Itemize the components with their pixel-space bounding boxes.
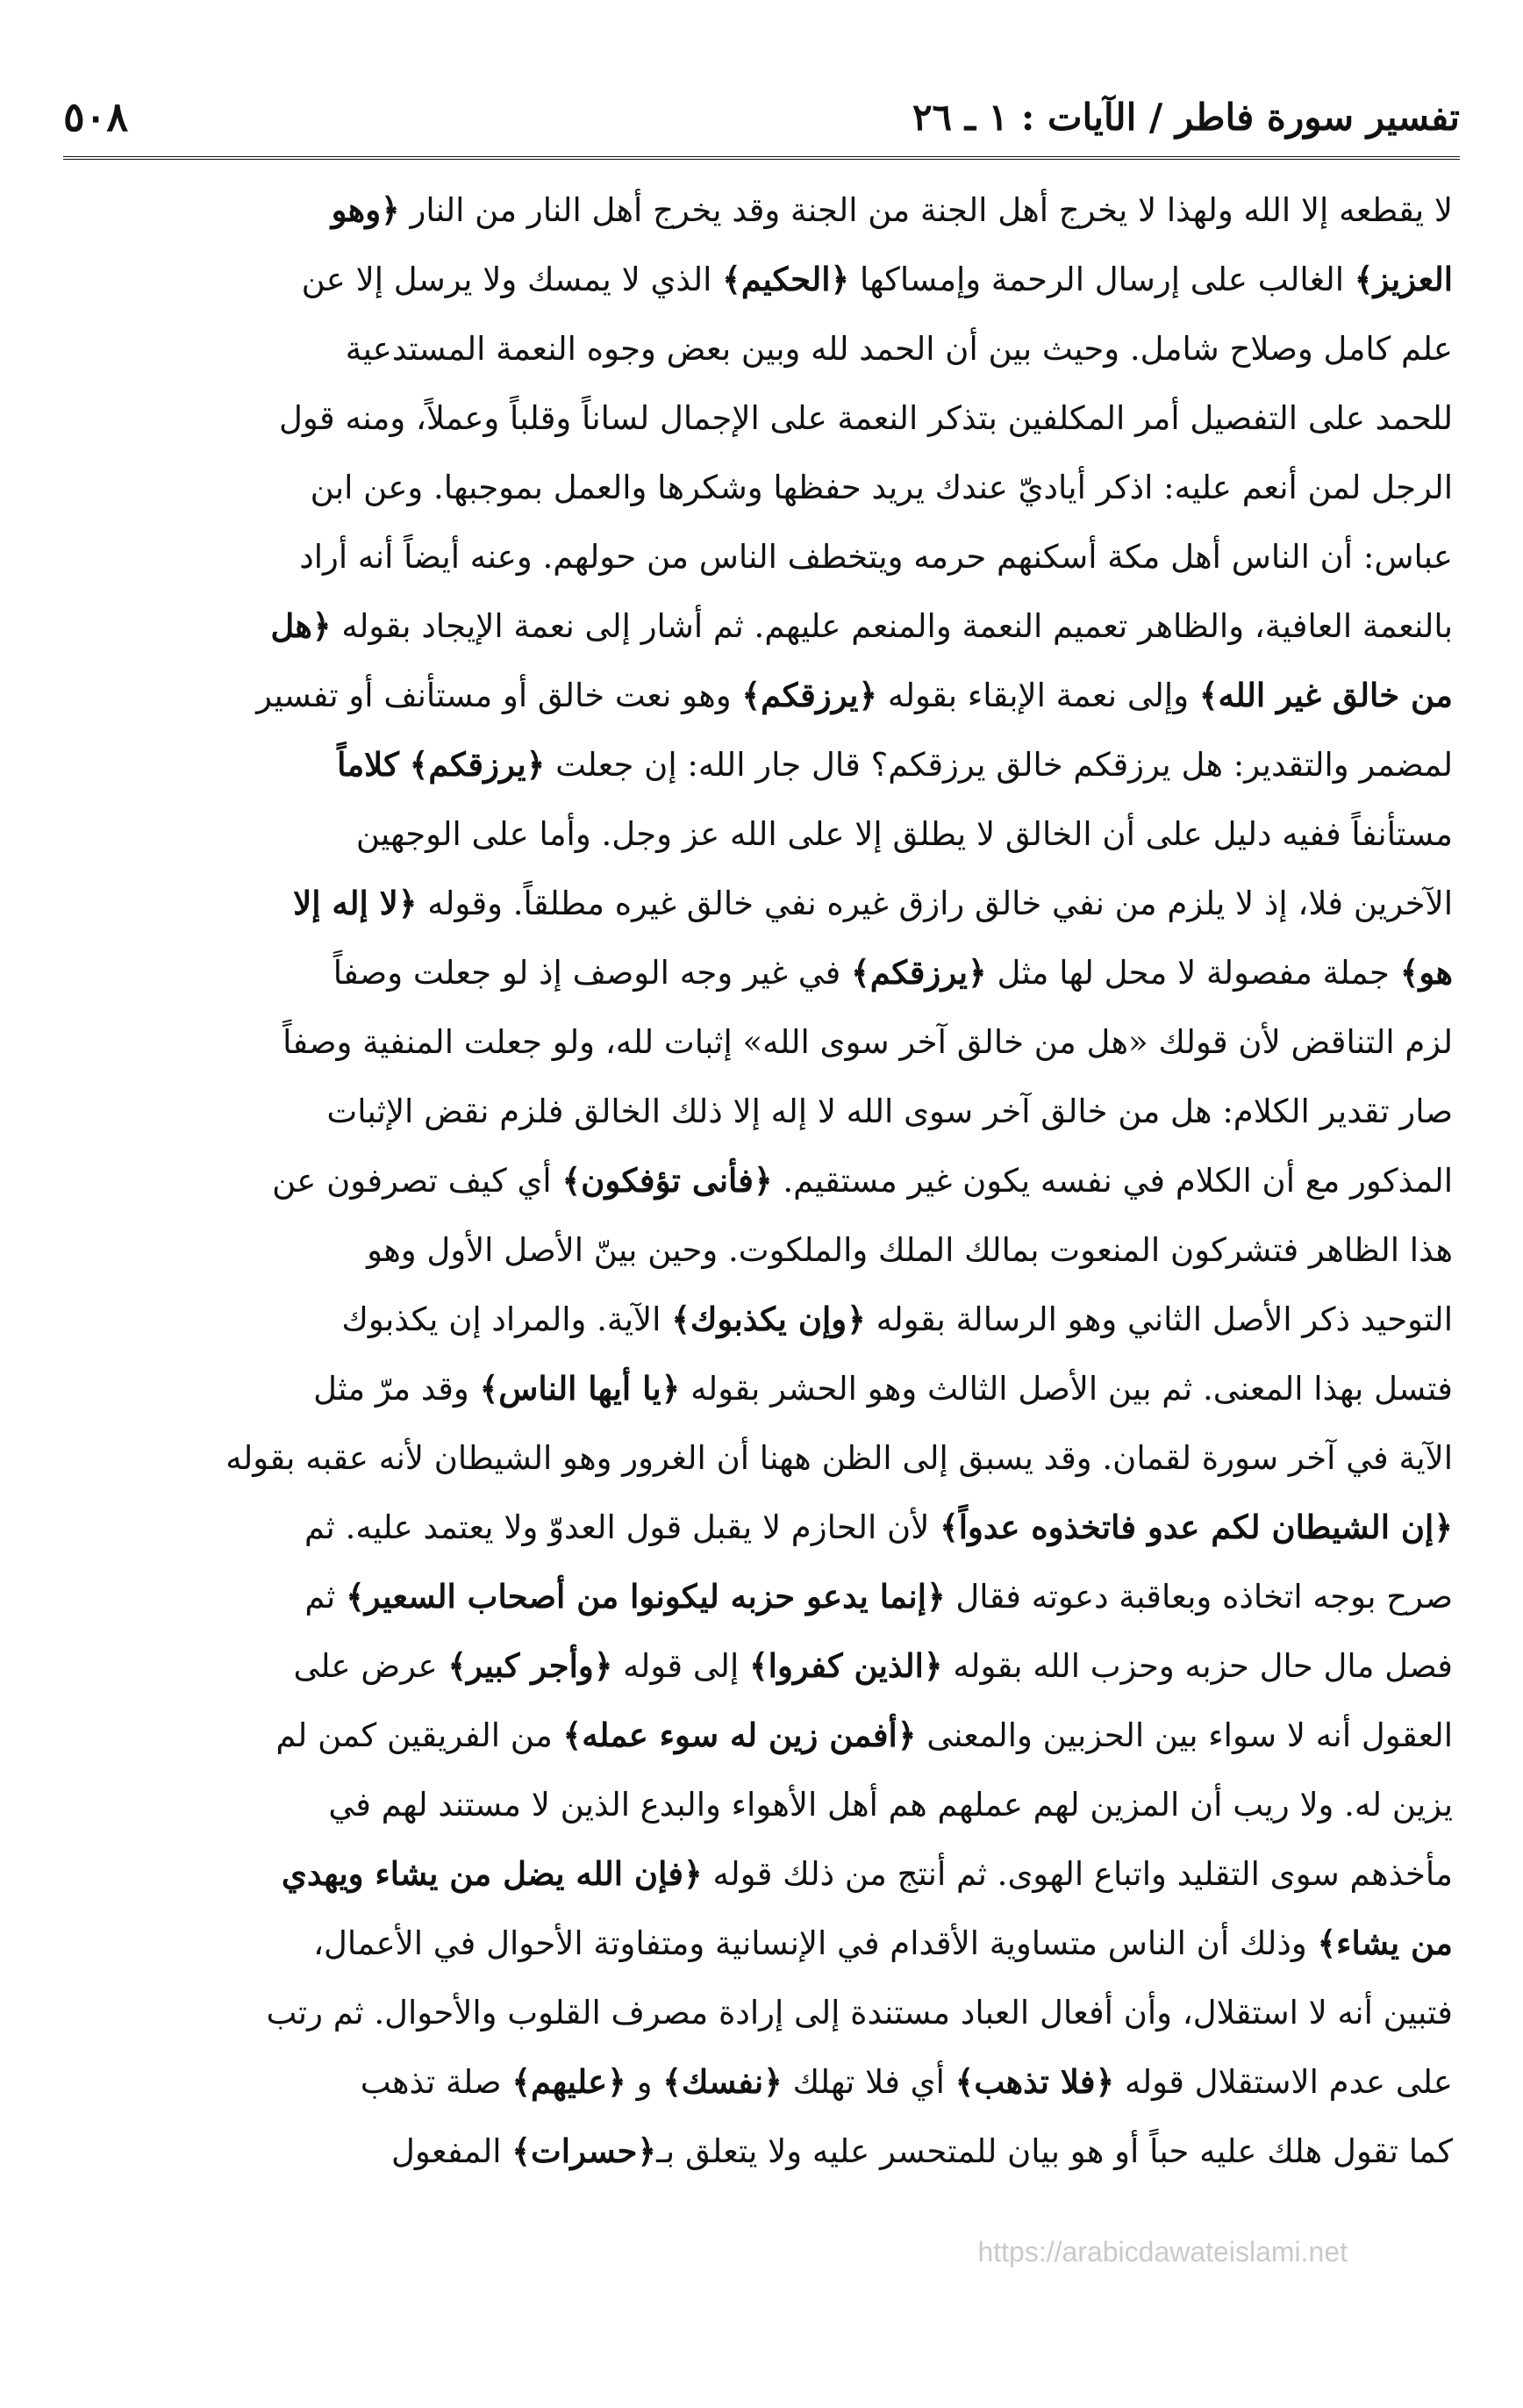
quranic-quote: ﴿لا إله إلا [293, 884, 418, 922]
commentary-text: هذا الظاهر فتشركون المنعوت بمالك الملك والملكوت. وحين بينّ الأصل الأول وهو [367, 1231, 1453, 1269]
commentary-text: الآية في آخر سورة لقمان. وقد يسبق إلى الظن ههنا أن الغرور وهو الشيطان لأنه عقبه بقوله [225, 1439, 1453, 1477]
running-title: تفسير سورة فاطر / الآيات : ١ ـ ٢٦ [912, 95, 1460, 139]
quranic-quote: ﴿يرزقكم﴾ [741, 676, 878, 714]
quranic-quote: ﴿نفسك﴾ [662, 2062, 783, 2101]
commentary-text: لمضمر والتقدير: هل يرزقكم خالق يرزقكم؟ قال جار الله: إن جعلت [545, 746, 1453, 784]
quranic-quote: ﴿وإن يكذبوك﴾ [671, 1300, 866, 1338]
watermark-url: https://arabicdawateislami.net [977, 2236, 1348, 2268]
commentary-text: فتسل بهذا المعنى. ثم بين الأصل الثالث وهو الحشر بقوله [680, 1370, 1453, 1408]
commentary-text: صلة تذهب [360, 2063, 512, 2101]
text-line [70, 591, 1453, 661]
text-line [70, 1562, 1453, 1631]
quranic-quote: ﴿يا أيها الناس﴾ [479, 1369, 681, 1408]
commentary-text: ثم [304, 1578, 347, 1616]
text-line [70, 1493, 1453, 1562]
commentary-text: المذكور مع أن الكلام في نفسه يكون غير مستقيم. [772, 1162, 1453, 1200]
header-rule [63, 156, 1460, 160]
text-line [70, 1215, 1453, 1285]
text-line [70, 1007, 1453, 1077]
commentary-text: وهو نعت خالق أو مستأنف أو تفسير [256, 677, 742, 714]
commentary-text: و [626, 2063, 663, 2101]
quranic-quote: من يشاء﴾ [1317, 1924, 1453, 1962]
quranic-quote: ﴿فأنى تؤفكون﴾ [561, 1161, 773, 1200]
text-line [70, 869, 1453, 938]
text-line [70, 176, 1453, 245]
commentary-text: الذي لا يمسك ولا يرسل إلا عن [301, 261, 723, 298]
commentary-text: على عدم الاستقلال قوله [1114, 2063, 1453, 2101]
text-line [70, 661, 1453, 730]
text-line [70, 1631, 1453, 1701]
text-line [70, 1423, 1453, 1493]
text-line [70, 1839, 1453, 1909]
commentary-text: صرح بوجه اتخاذه وبعاقبة دعوته فقال [945, 1578, 1453, 1616]
tafsir-body-text [70, 176, 1453, 2186]
quranic-quote: ﴿وأجر كبير﴾ [447, 1646, 613, 1685]
commentary-text [399, 746, 410, 784]
text-line [70, 1285, 1453, 1354]
commentary-text: التوحيد ذكر الأصل الثاني وهو الرسالة بقوله [865, 1301, 1453, 1338]
text-line [70, 245, 1453, 314]
page-number: ٥٠٨ [63, 93, 129, 140]
text-line [70, 1146, 1453, 1215]
text-line [70, 1909, 1453, 1978]
commentary-text: بالنعمة العافية، والظاهر تعميم النعمة والمنعم عليهم. ثم أشار إلى نعمة الإيجاد بقوله [331, 607, 1453, 645]
text-line [70, 730, 1453, 799]
quranic-quote: ﴿حسرات﴾ [511, 2132, 657, 2170]
quranic-quote: من خالق غير الله﴾ [1198, 676, 1453, 714]
commentary-text: مستأنفاً ففيه دليل على أن الخالق لا يطلق إلا على الله عز وجل. وأما على الوجهين [355, 815, 1453, 853]
quranic-quote: ﴿يرزقكم﴾ [851, 953, 987, 992]
commentary-text: لزم التناقض لأن قولك «هل من خالق آخر سوى الله» إثبات لله، ولو جعلت المنفية وصفاً [282, 1023, 1453, 1061]
text-line [70, 1701, 1453, 1770]
commentary-text: الغالب على إرسال الرحمة وإمساكها [849, 261, 1355, 298]
quranic-quote: ﴿إنما يدعو حزبه ليكونوا من أصحاب السعير﴾ [346, 1577, 946, 1616]
commentary-text: لأن الحازم لا يقبل قول العدوّ ولا يعتمد عليه. ثم [304, 1509, 940, 1546]
commentary-text: المفعول [391, 2132, 512, 2170]
commentary-text: عباس: أن الناس أهل مكة أسكنهم حرمه ويتخطف الناس من حولهم. وعنه أيضاً أنه أراد [299, 538, 1453, 576]
text-line [70, 383, 1453, 453]
commentary-text: الآية. والمراد إن يكذبوك [341, 1301, 672, 1338]
commentary-text: الرجل لمن أنعم عليه: اذكر أياديّ عندك يريد حفظها وشكرها والعمل بموجبها. وعن ابن [310, 469, 1453, 506]
quranic-quote: ﴿فلا تذهب﴾ [955, 2062, 1115, 2101]
quranic-quote: العزيز﴾ [1354, 260, 1453, 298]
quranic-quote: هو﴾ [1399, 953, 1453, 992]
commentary-text: أي كيف تصرفون عن [272, 1162, 562, 1200]
text-line [70, 938, 1453, 1007]
commentary-text: لا يقطعه إلا الله ولهذا لا يخرج أهل الجنة من الجنة وقد يخرج أهل النار من النار [399, 191, 1453, 229]
text-line [70, 314, 1453, 383]
commentary-text: علم كامل وصلاح شامل. وحيث بين أن الحمد لله وبين بعض وجوه النعمة المستدعية [345, 330, 1453, 368]
quranic-quote: ﴿فإن الله يضل من يشاء ويهدي [281, 1854, 703, 1893]
page-header [63, 77, 1460, 156]
commentary-text: فتبين أنه لا استقلال، وأن أفعال العباد مستندة إلى إرادة مصرف القلوب والأحوال. ثم رتب [266, 1994, 1453, 2032]
commentary-text: فصل مال حال حزبه وحزب الله بقوله [942, 1647, 1453, 1685]
commentary-text: العقول أنه لا سواء بين الحزبين والمعنى [916, 1716, 1453, 1754]
quranic-quote: ﴿وهو [331, 190, 400, 229]
commentary-text: عرض على [293, 1647, 448, 1685]
quranic-quote: ﴿أفمن زين له سوء عمله﴾ [562, 1716, 917, 1754]
text-line [70, 453, 1453, 522]
commentary-text: للحمد على التفصيل أمر المكلفين بتذكر النعمة على الإجمال لساناً وقلباً وعملاً، ومنه قول [279, 399, 1453, 437]
text-line [70, 2047, 1453, 2117]
commentary-text: إلى قوله [612, 1647, 749, 1685]
text-line [70, 1770, 1453, 1839]
commentary-text: يزين له. ولا ريب أن المزين لهم عملهم هم أهل الأهواء والبدع الذين لا مستند لهم في [328, 1786, 1453, 1824]
commentary-text: مأخذهم سوى التقليد واتباع الهوى. ثم أنتج من ذلك قوله [702, 1855, 1453, 1893]
text-line [70, 1077, 1453, 1146]
quranic-quote: كلاماً [337, 745, 399, 784]
commentary-text: وقد مرّ مثل [313, 1370, 480, 1408]
quranic-quote: ﴿إن الشيطان لكم عدو فاتخذوه عدواً﴾ [940, 1508, 1453, 1546]
commentary-text: في غير وجه الوصف إذ لو جعلت وصفاً [332, 954, 852, 992]
text-line [70, 1978, 1453, 2047]
quranic-quote: ﴿الحكيم﴾ [722, 260, 850, 298]
commentary-text: صار تقدير الكلام: هل من خالق آخر سوى الله لا إله إلا ذلك الخالق فلزم نقض الإثبات [326, 1093, 1453, 1130]
commentary-text: الآخرين فلا، إذ لا يلزم من نفي خالق رازق غيره نفي خالق غيره مطلقاً. وقوله [417, 885, 1453, 922]
commentary-text: وذلك أن الناس متساوية الأقدام في الإنسانية ومتفاوتة الأحوال في الأعمال، [313, 1924, 1318, 1962]
text-line [70, 2117, 1453, 2186]
commentary-text: أي فلا تهلك [782, 2063, 955, 2101]
quranic-quote: ﴿يرزقكم﴾ [409, 745, 546, 784]
quranic-quote: ﴿الذين كفروا﴾ [749, 1646, 943, 1685]
commentary-text: من الفريقين كمن لم [275, 1716, 563, 1754]
text-line [70, 522, 1453, 591]
quranic-quote: ﴿هل [270, 606, 332, 645]
commentary-text: كما تقول هلك عليه حباً أو هو بيان للمتحسر عليه ولا يتعلق بـ [656, 2132, 1453, 2170]
text-line [70, 1354, 1453, 1423]
quranic-quote: ﴿عليهم﴾ [511, 2062, 626, 2101]
commentary-text: جملة مفصولة لا محل لها مثل [986, 954, 1400, 992]
text-line [70, 799, 1453, 869]
commentary-text: وإلى نعمة الإبقاء بقوله [877, 677, 1199, 714]
